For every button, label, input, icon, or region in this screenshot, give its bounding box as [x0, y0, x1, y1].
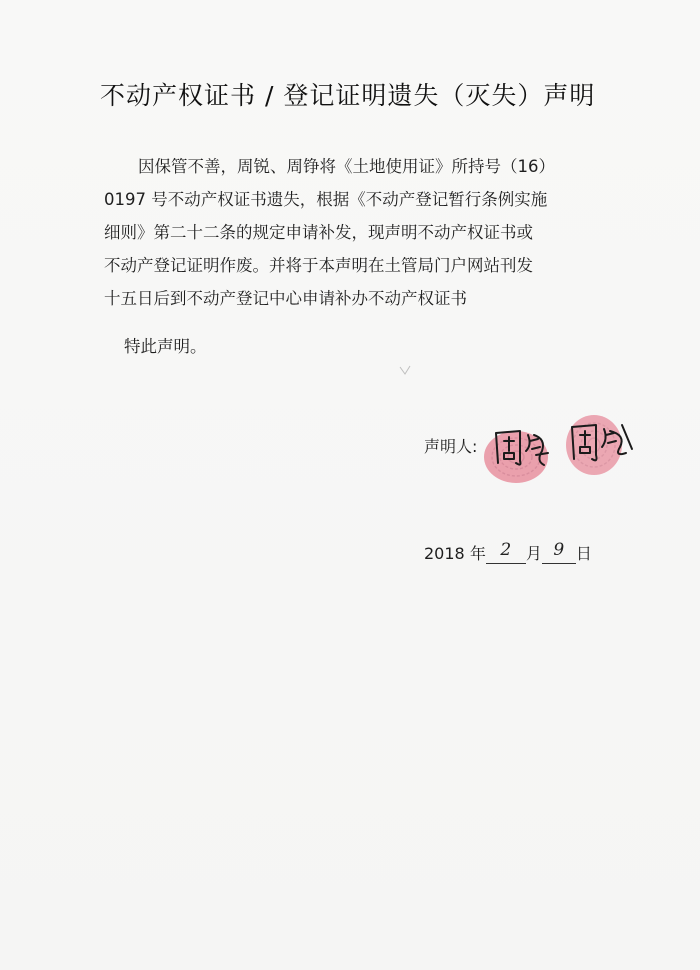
declaration-body: [104, 150, 584, 315]
date-day-blank: [542, 540, 576, 564]
body-line: 不动产登记证明作废。并将于本声明在土管局门户网站刊发: [104, 256, 533, 275]
signature-with-fingerprints: [476, 405, 636, 500]
date-month-blank: [486, 540, 526, 564]
date-day-label: 日: [575, 544, 592, 563]
date-year-label: 年: [469, 544, 486, 563]
body-line: 十五日后到不动产登记中心申请补办不动产权证书: [104, 289, 467, 308]
body-line: 因保管不善，周锐、周铮将《土地使用证》所持号（16）: [138, 157, 555, 176]
date-month: 2: [500, 540, 512, 560]
declaration-date: [424, 541, 592, 564]
date-day: 9: [553, 540, 565, 560]
closing-statement: 特此声明。: [124, 337, 207, 356]
date-year: 2018: [424, 544, 465, 563]
date-month-label: 月: [525, 544, 542, 563]
paper-speck: [398, 364, 412, 378]
body-line: 0197 号不动产权证书遗失，根据《不动产登记暂行条例实施: [104, 190, 548, 209]
fingerprint-mark: [566, 415, 622, 475]
signer-label: 声明人:: [424, 437, 478, 456]
body-line: 细则》第二十二条的规定申请补发，现声明不动产权证书或: [104, 223, 533, 242]
document-title: 不动产权证书 / 登记证明遗失（灭失）声明: [100, 81, 596, 110]
